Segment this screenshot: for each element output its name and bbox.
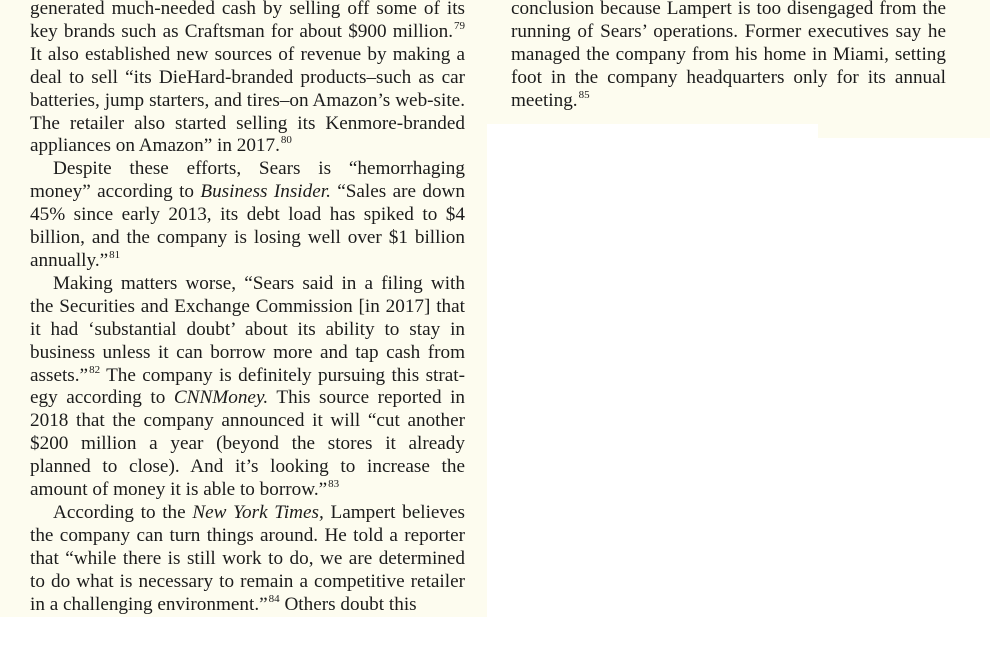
paragraph-text: It also established new sources of revenue by making a deal to sell “its DieHard-branded products–such as car batteries, jump starters, and tires–on Amazon’s web-site. The retailer also started selling its Kenmore-branded appliances on Amazon” in 2017.: [30, 43, 465, 157]
paragraph-text: Despite these efforts, Sears is “hemorrhaging money” according to: [30, 158, 465, 203]
footnote-ref-81[interactable]: 81: [109, 248, 121, 261]
paragraph-text: This source reported in 2018 that the company announced it will “cut another $200 million a year (beyond the stores it already planned to close). And it’s looking to increase the amount of money it is able to borrow.”: [30, 387, 465, 501]
left-text-column: [30, 0, 465, 616]
paragraph-text: Lampert believes the company can turn things around. He told a reporter that “while there is still work to do, we are determined to do what is necessary to remain a competitive retailer in a challenging environment.”: [30, 501, 465, 615]
page-background-right-edge: [818, 124, 990, 138]
source-cnnmoney: CNNMoney.: [173, 387, 269, 409]
paragraph-sec-filing: [30, 273, 465, 502]
paragraph-text: According to the: [53, 501, 193, 523]
footnote-ref-83[interactable]: 83: [328, 478, 340, 491]
footnote-ref-79[interactable]: 79: [454, 19, 465, 32]
paragraph-hemorrhaging-money: [30, 158, 465, 273]
footnote-ref-84[interactable]: 84: [268, 592, 280, 605]
paragraph-text: generated much-needed cash by selling off some of its key brands such as Craftsman for about $900 million.: [30, 0, 465, 42]
paragraph-conclusion: [511, 0, 946, 113]
paragraph-lampert-believes: [30, 502, 465, 617]
paragraph-craftsman-sale: [30, 0, 465, 158]
paragraph-text: conclusion because Lampert is too disengaged from the running of Sears’ operations. Former executives say he managed the company from his home in Miami, setting foot in the company headquarters only for its annual meeting.: [511, 0, 946, 111]
footnote-ref-82[interactable]: 82: [89, 363, 101, 376]
paragraph-text: Making matters worse, “Sears said in a filing with the Securities and Exchange Commission [in 2017] that it had ‘substantial doubt’ about its ability to stay in business unless it can borrow more and tap cash from assets.”: [30, 272, 465, 386]
source-business-insider: Business Insider.: [200, 181, 331, 203]
paragraph-text: “Sales are down 45% since early 2013, its debt load has spiked to $4 billion, and the company is losing well over $1 billion annually.”: [30, 181, 465, 271]
paragraph-text: The company is definitely pursuing this strat-egy according to: [30, 364, 465, 409]
footnote-ref-80[interactable]: 80: [280, 134, 292, 147]
right-text-column: [511, 0, 946, 113]
source-new-york-times: New York Times,: [192, 501, 324, 523]
footnote-ref-85[interactable]: 85: [578, 88, 590, 101]
paragraph-text: Others doubt this: [279, 593, 417, 615]
